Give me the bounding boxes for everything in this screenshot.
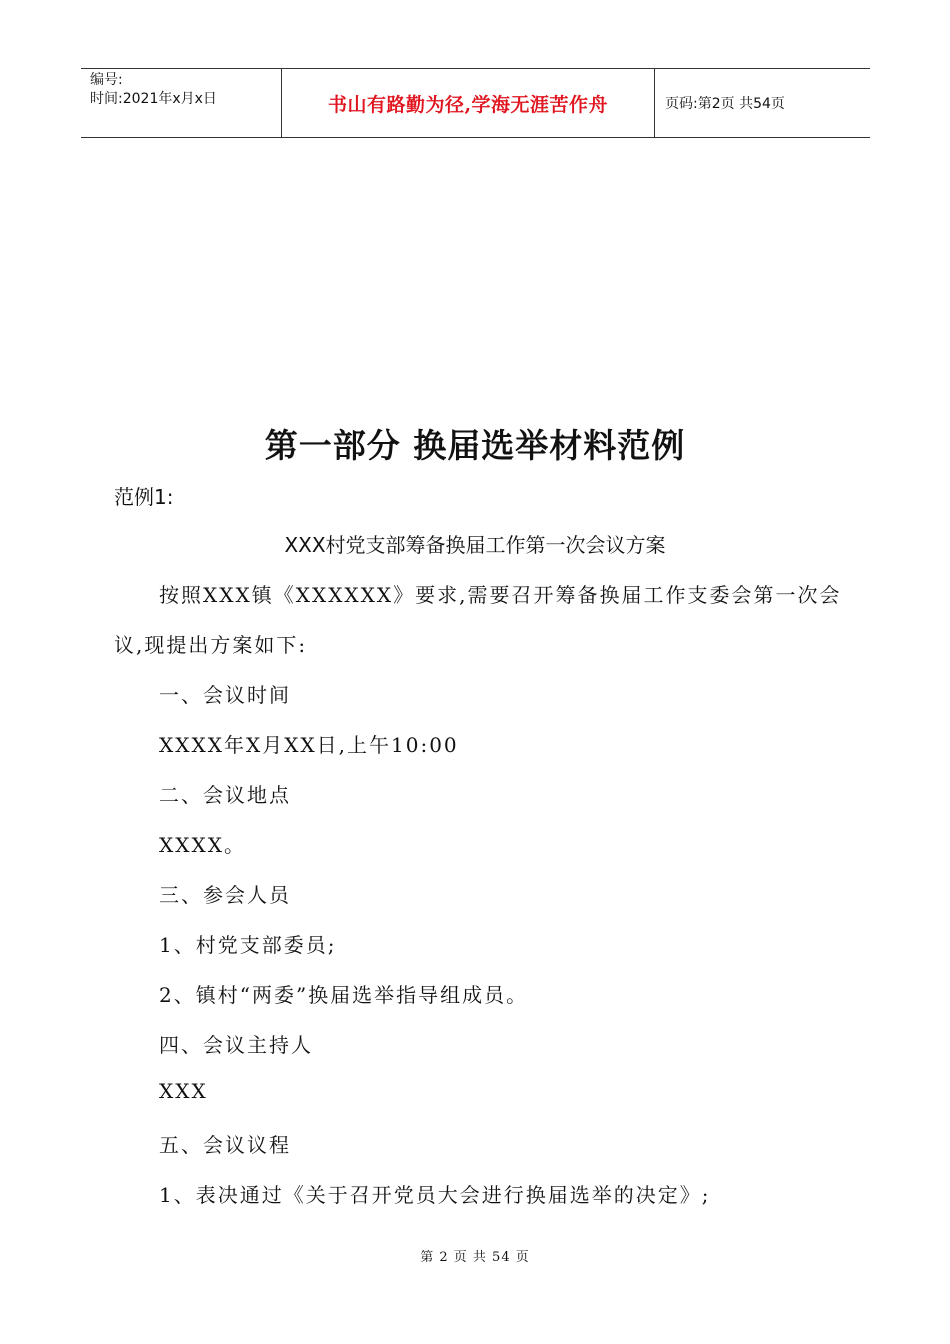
header-page-info: 页码:第2页 共54页 — [665, 96, 785, 112]
section-2-content: XXXX。 — [159, 833, 246, 857]
time-label: 时间:2021年x月x日 — [90, 91, 217, 107]
section-3-item-1: 1、村党支部委员; — [159, 933, 337, 957]
section-4-title: 四、会议主持人 — [159, 1033, 313, 1057]
example-label: 范例1: — [114, 485, 174, 509]
part-title: 第一部分 换届选举材料范例 — [264, 426, 686, 465]
section-1-title: 一、会议时间 — [159, 683, 291, 707]
header-meta — [81, 69, 281, 137]
section-2-title: 二、会议地点 — [159, 783, 291, 807]
section-1-content: XXXX年X月XX日,上午10:00 — [159, 733, 459, 757]
intro-line-2: 议,现提出方案如下: — [114, 633, 308, 657]
section-5-title: 五、会议议程 — [159, 1133, 291, 1157]
header-motto: 书山有路勤为径,学海无涯苦作舟 — [281, 69, 655, 137]
section-4-content: XXX — [159, 1079, 208, 1103]
page-footer: 第 2 页 共 54 页 — [420, 1250, 530, 1265]
intro-line-1: 按照XXX镇《XXXXXX》要求,需要召开筹备换届工作支委会第一次会 — [159, 583, 842, 607]
document-header — [81, 68, 870, 138]
document-title: XXX村党支部筹备换届工作第一次会议方案 — [284, 533, 666, 557]
section-5-item-1: 1、表决通过《关于召开党员大会进行换届选举的决定》; — [159, 1183, 711, 1207]
section-3-item-2: 2、镇村“两委”换届选举指导组成员。 — [159, 983, 529, 1007]
section-3-title: 三、参会人员 — [159, 883, 291, 907]
number-label: 编号: — [90, 72, 123, 88]
